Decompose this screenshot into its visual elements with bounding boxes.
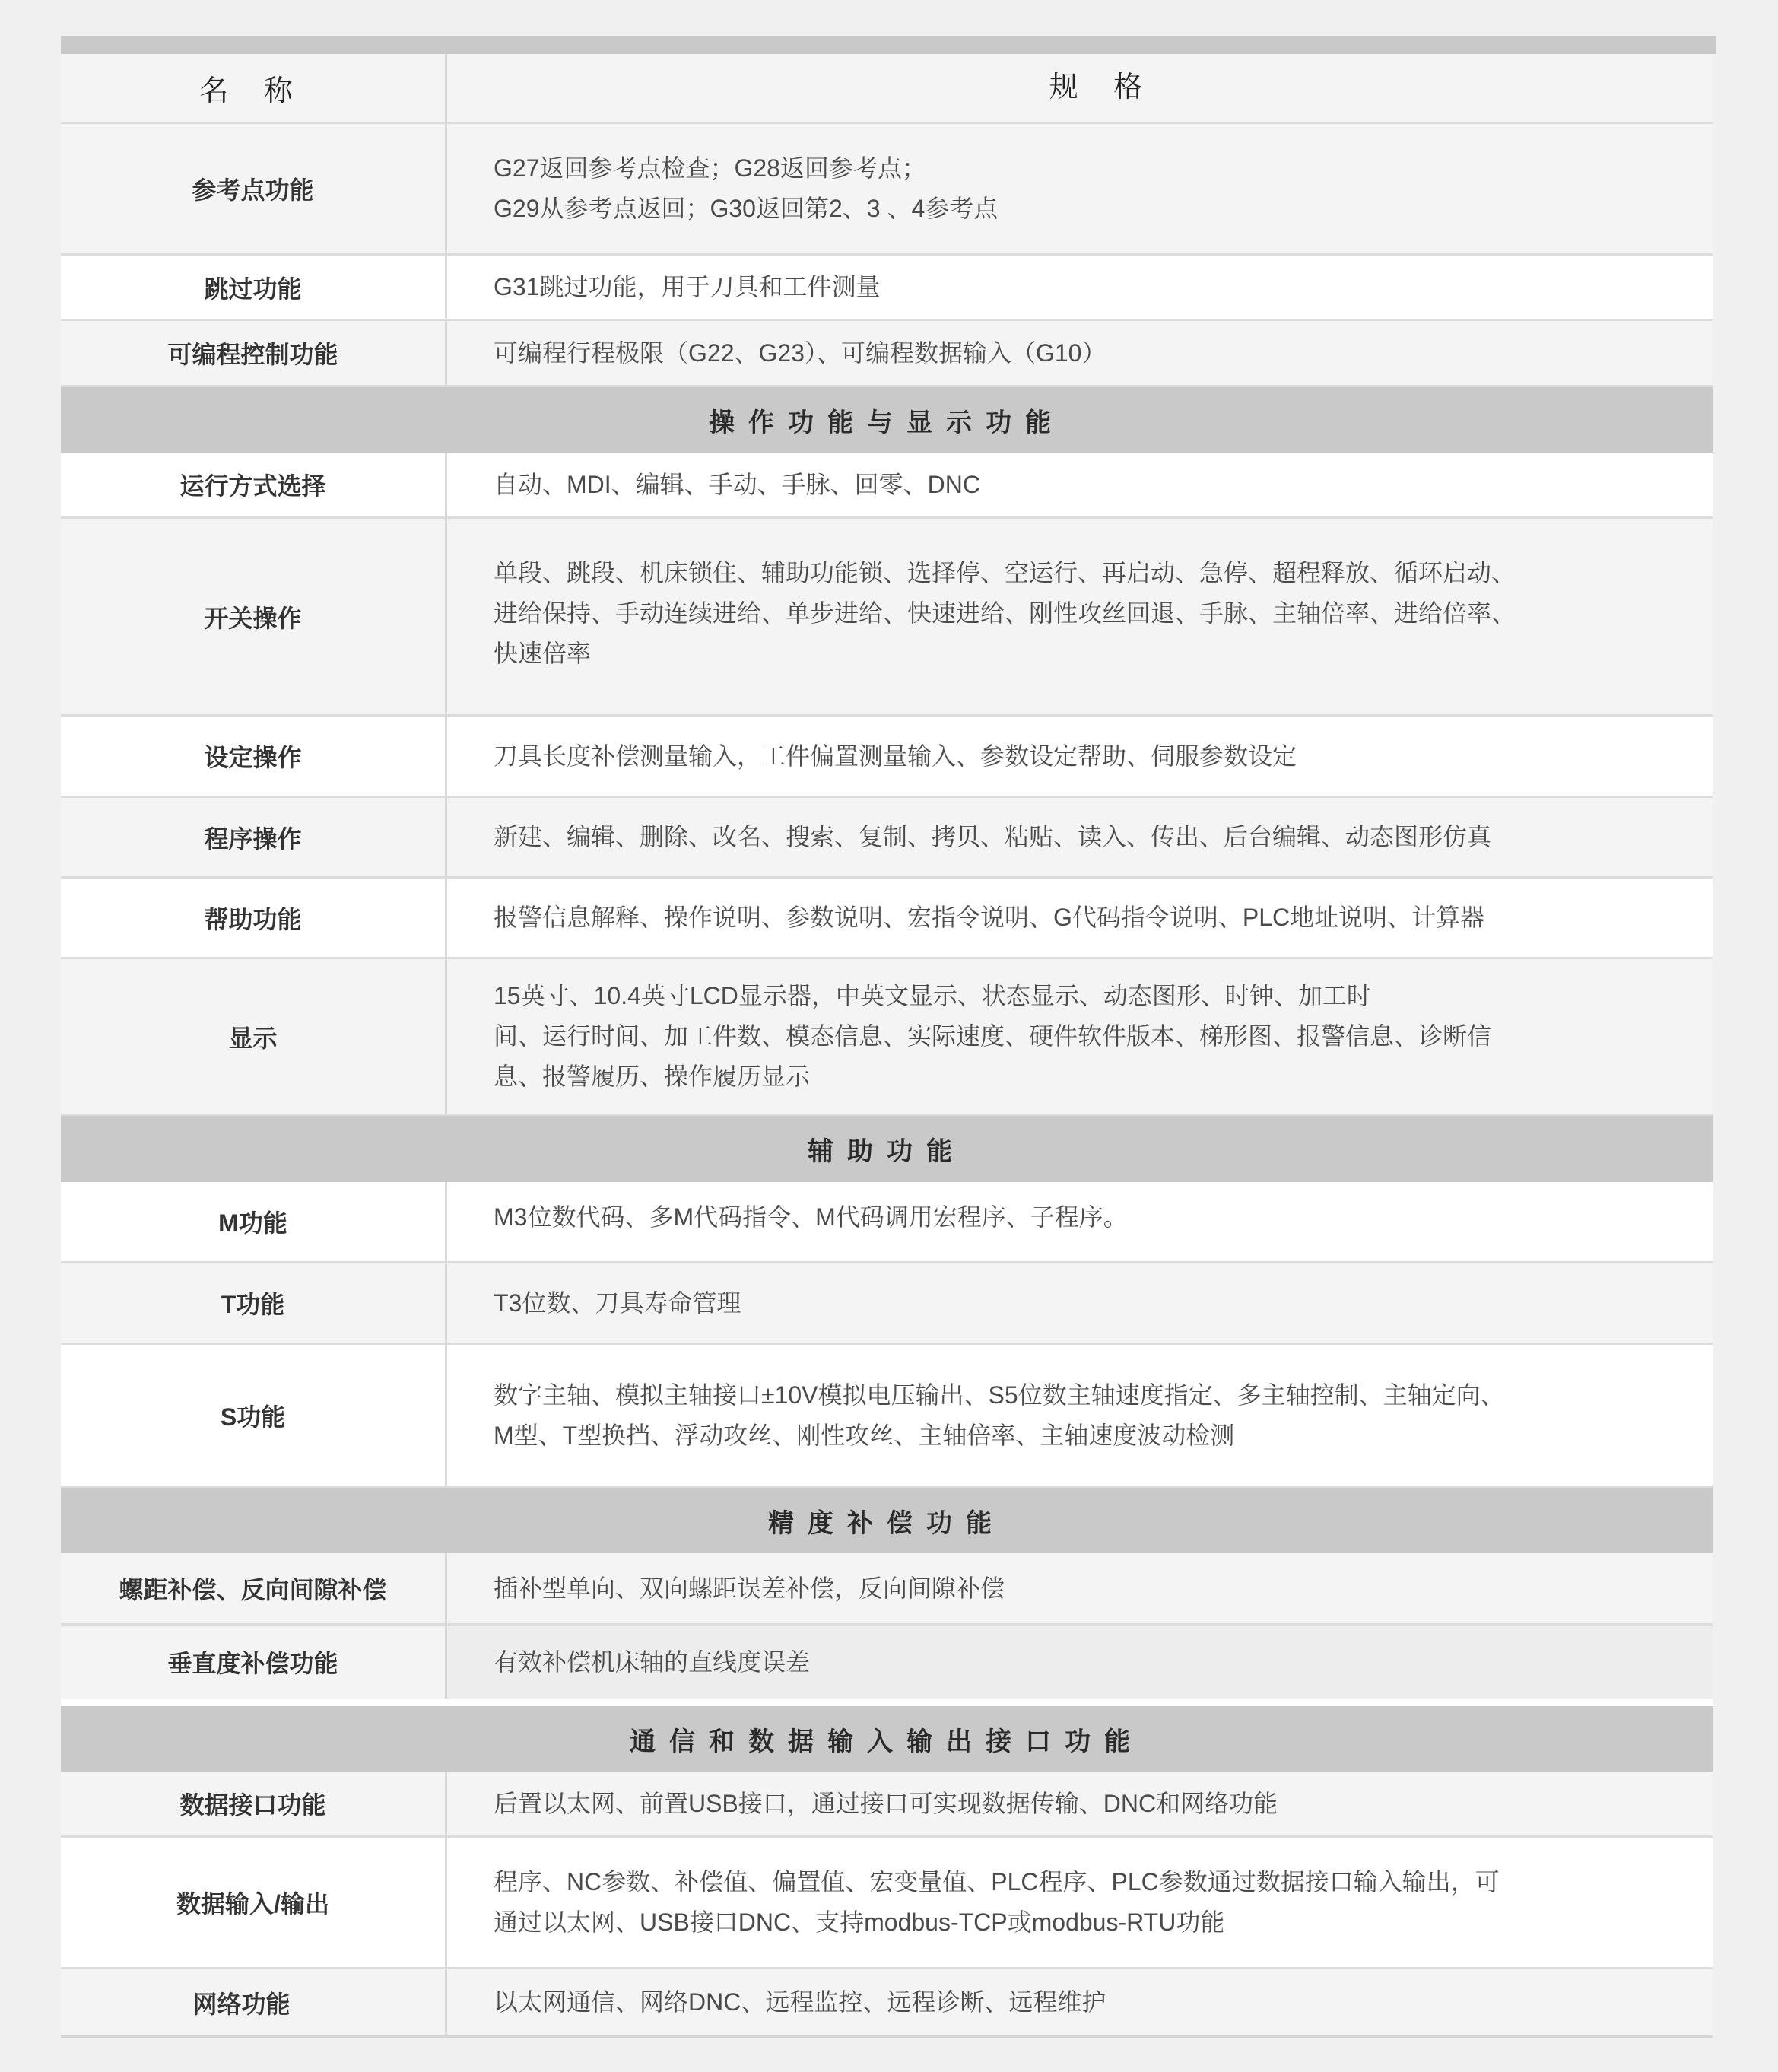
row-name: 帮助功能 bbox=[61, 879, 447, 957]
row-spec bbox=[447, 124, 1713, 253]
spec-line: 进给保持、手动连续进给、单步进给、快速进给、刚性攻丝回退、手脉、主轴倍率、进给倍率、 bbox=[494, 599, 1516, 627]
table-row bbox=[61, 959, 1713, 1116]
row-name: 显示 bbox=[61, 959, 447, 1114]
table-row bbox=[61, 321, 1713, 387]
spec-line: 程序、NC参数、补偿值、偏置值、宏变量值、PLC程序、PLC参数通过数据接口输入输出，可 bbox=[494, 1868, 1500, 1896]
row-spec bbox=[447, 1969, 1713, 2035]
section-precision: 精度补偿功能 bbox=[61, 1488, 1713, 1553]
spec-line: M型、T型换挡、浮动攻丝、刚性攻丝、主轴倍率、主轴速度波动检测 bbox=[494, 1421, 1235, 1449]
table-row bbox=[61, 1182, 1713, 1263]
table-row bbox=[61, 1626, 1713, 1706]
spec-line: 有效补偿机床轴的直线度误差 bbox=[494, 1648, 811, 1676]
spec-line: 息、报警履历、操作履历显示 bbox=[494, 1063, 811, 1090]
top-bar bbox=[61, 36, 1716, 54]
spec-table bbox=[61, 54, 1713, 2038]
section-auxiliary: 辅助功能 bbox=[61, 1116, 1713, 1182]
row-name: 垂直度补偿功能 bbox=[61, 1626, 447, 1699]
spec-line: 通过以太网、USB接口DNC、支持modbus-TCP或modbus-RTU功能 bbox=[494, 1908, 1225, 1936]
table-row bbox=[61, 1553, 1713, 1626]
row-spec bbox=[447, 1345, 1713, 1486]
row-name: 螺距补偿、反向间隙补偿 bbox=[61, 1553, 447, 1623]
spec-line: 报警信息解释、操作说明、参数说明、宏指令说明、G代码指令说明、PLC地址说明、计算器 bbox=[494, 904, 1485, 931]
row-spec bbox=[447, 1553, 1713, 1623]
spec-line: 后置以太网、前置USB接口，通过接口可实现数据传输、DNC和网络功能 bbox=[494, 1789, 1278, 1817]
row-name: 数据输入/输出 bbox=[61, 1838, 447, 1967]
row-name: 数据接口功能 bbox=[61, 1772, 447, 1835]
spec-line: T3位数、刀具寿命管理 bbox=[494, 1289, 741, 1317]
spec-line: M3位数代码、多M代码指令、M代码调用宏程序、子程序。 bbox=[494, 1203, 1128, 1231]
spec-line: 快速倍率 bbox=[494, 640, 592, 667]
row-spec bbox=[447, 256, 1713, 319]
table-header bbox=[61, 54, 1713, 124]
row-spec bbox=[447, 321, 1713, 385]
table-row bbox=[61, 124, 1713, 256]
spec-line: G29从参考点返回；G30返回第2、3 、4参考点 bbox=[494, 195, 999, 222]
row-spec bbox=[447, 717, 1713, 796]
header-spec: 规 格 bbox=[1049, 72, 1157, 103]
spec-line: 数字主轴、模拟主轴接口±10V模拟电压输出、S5位数主轴速度指定、多主轴控制、主轴定向、 bbox=[494, 1381, 1505, 1409]
row-name: 网络功能 bbox=[61, 1969, 447, 2035]
spec-line: 自动、MDI、编辑、手动、手脉、回零、DNC bbox=[494, 470, 980, 498]
table-row bbox=[61, 453, 1713, 519]
row-name: 开关操作 bbox=[61, 519, 447, 714]
section-operation: 操作功能与显示功能 bbox=[61, 387, 1713, 453]
table-row bbox=[61, 798, 1713, 879]
row-spec bbox=[447, 519, 1713, 714]
section-communication: 通信和数据输入输出接口功能 bbox=[61, 1706, 1713, 1772]
header-name: 名 称 bbox=[61, 54, 447, 122]
spec-line: 单段、跳段、机床锁住、辅助功能锁、选择停、空运行、再启动、急停、超程释放、循环启动、 bbox=[494, 559, 1516, 586]
table-row bbox=[61, 1772, 1713, 1838]
table-row bbox=[61, 256, 1713, 321]
row-spec bbox=[447, 1772, 1713, 1835]
spec-line: 15英寸、10.4英寸LCD显示器，中英文显示、状态显示、动态图形、时钟、加工时 bbox=[494, 982, 1371, 1009]
table-row bbox=[61, 1838, 1713, 1969]
table-row bbox=[61, 717, 1713, 798]
row-spec bbox=[447, 879, 1713, 957]
row-name: M功能 bbox=[61, 1182, 447, 1261]
row-spec bbox=[447, 959, 1713, 1114]
spec-line: 间、运行时间、加工件数、模态信息、实际速度、硬件软件版本、梯形图、报警信息、诊断信 bbox=[494, 1022, 1492, 1050]
row-name: 程序操作 bbox=[61, 798, 447, 876]
spec-line: 新建、编辑、删除、改名、搜索、复制、拷贝、粘贴、读入、传出、后台编辑、动态图形仿真 bbox=[494, 823, 1492, 850]
spec-line: G31跳过功能，用于刀具和工件测量 bbox=[494, 273, 881, 300]
row-spec bbox=[447, 798, 1713, 876]
spec-line: G27返回参考点检查；G28返回参考点； bbox=[494, 154, 926, 182]
row-name: T功能 bbox=[61, 1263, 447, 1343]
row-spec bbox=[447, 453, 1713, 516]
table-row bbox=[61, 1263, 1713, 1345]
row-spec bbox=[447, 1263, 1713, 1343]
row-name: 运行方式选择 bbox=[61, 453, 447, 516]
row-spec bbox=[447, 1182, 1713, 1261]
spec-line: 以太网通信、网络DNC、远程监控、远程诊断、远程维护 bbox=[494, 1988, 1106, 2016]
spec-line: 可编程行程极限（G22、G23）、可编程数据输入（G10） bbox=[494, 338, 1106, 367]
row-name: 跳过功能 bbox=[61, 256, 447, 319]
row-spec bbox=[447, 1626, 1713, 1699]
row-name: 参考点功能 bbox=[61, 124, 447, 253]
spec-line: 插补型单向、双向螺距误差补偿，反向间隙补偿 bbox=[494, 1574, 1005, 1602]
table-row bbox=[61, 1345, 1713, 1488]
table-row bbox=[61, 879, 1713, 959]
row-spec bbox=[447, 1838, 1713, 1967]
spec-line: 刀具长度补偿测量输入，工件偏置测量输入、参数设定帮助、伺服参数设定 bbox=[494, 742, 1297, 770]
row-name: 设定操作 bbox=[61, 717, 447, 796]
table-row bbox=[61, 519, 1713, 717]
row-name: S功能 bbox=[61, 1345, 447, 1486]
table-row bbox=[61, 1969, 1713, 2035]
row-name: 可编程控制功能 bbox=[61, 321, 447, 385]
